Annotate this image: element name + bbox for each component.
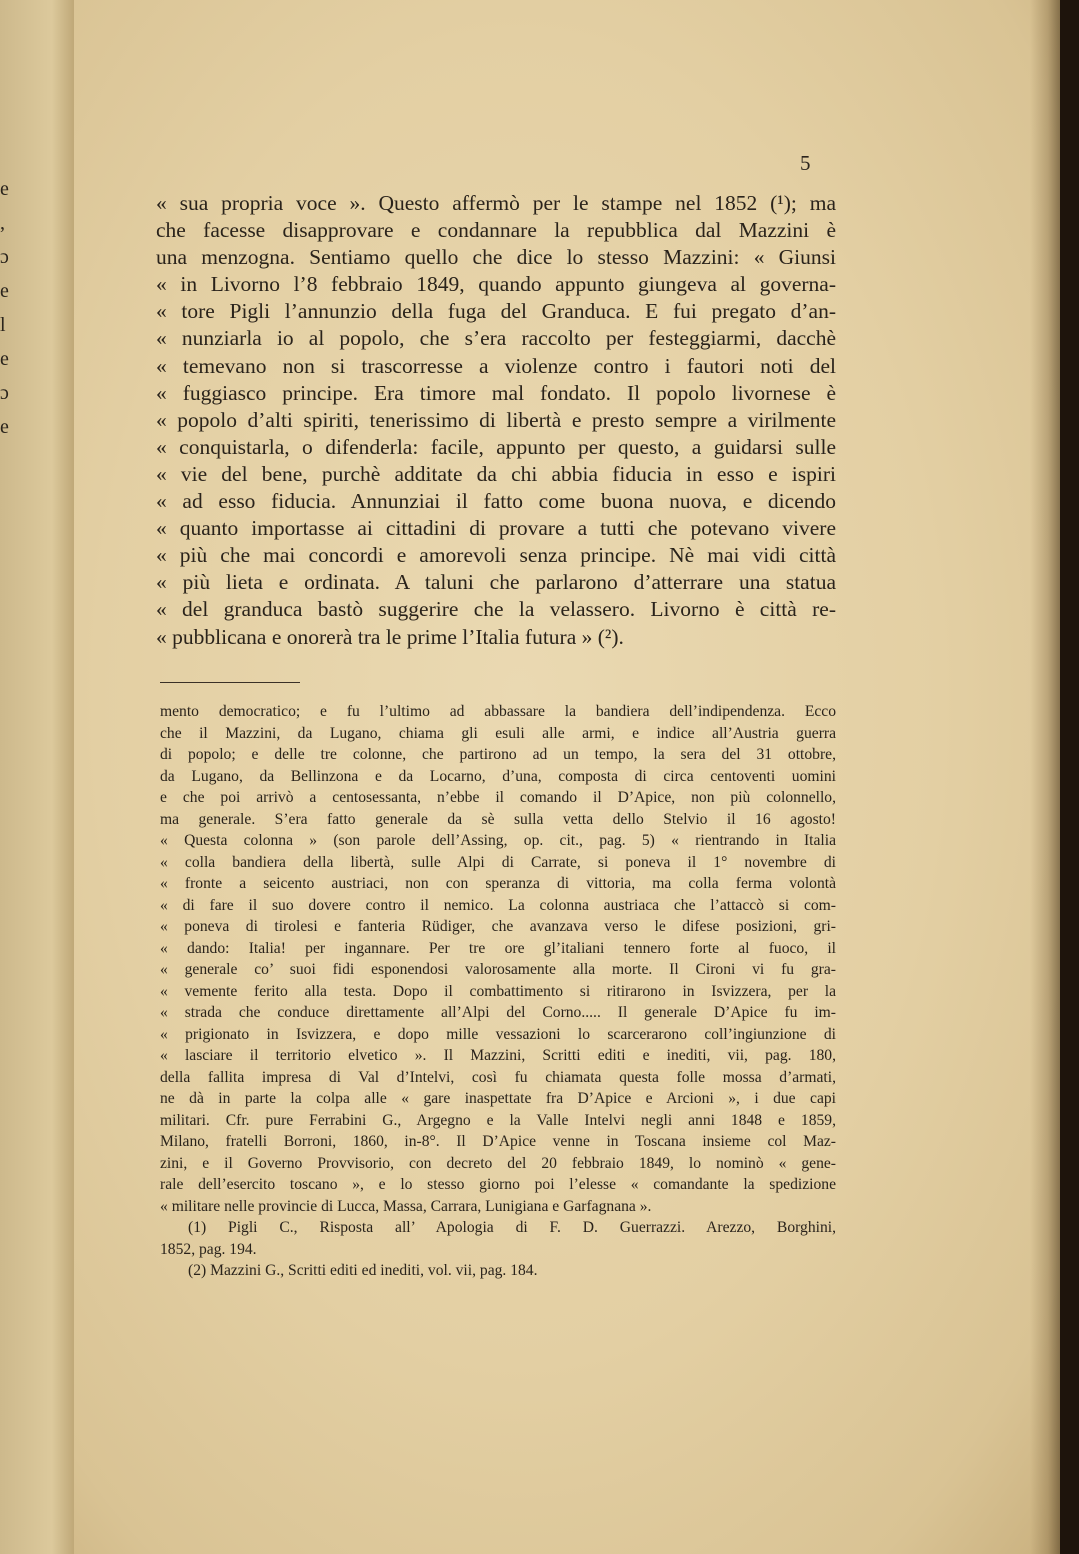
main-text-line: « ad esso fiducia. Annunziai il fatto come buona nuova, e dicendo (156, 489, 836, 514)
main-text-line: « vie del bene, purchè additate da chi abbia fiducia in esso e ispiri (156, 461, 836, 486)
main-text-line: « tore Pigli l’annunzio della fuga del Granduca. E fui pregato d’an- (156, 299, 836, 324)
prev-fragment-char: e (0, 280, 9, 302)
prev-fragment-char: l (0, 314, 6, 336)
footnote-2-line: (2) Mazzini G., Scritti editi ed inediti, vol. vii, pag. 184. (188, 1262, 538, 1279)
main-text-line: « in Livorno l’8 febbraio 1849, quando appunto giungeva al governa- (156, 272, 836, 297)
main-text-line: « conquistarla, o difenderla: facile, appunto per questo, a guidarsi sulle (156, 434, 836, 459)
main-text-line: « sua propria voce ». Questo affermò per le stampe nel 1852 (¹); ma (156, 191, 836, 215)
prev-fragment-char: e (0, 348, 9, 370)
main-text-line: « del granduca bastò suggerire che la velassero. Livorno è città re- (156, 597, 836, 622)
prev-fragment-char: ɔ (0, 246, 9, 268)
scan-border (1060, 0, 1079, 1554)
note-line: zini, e il Governo Provvisorio, con decreto del 20 febbraio 1849, lo nominò « gene- (160, 1154, 836, 1172)
note-line: « Questa colonna » (son parole dell’Assing, op. cit., pag. 5) « rientrando in Italia (160, 832, 836, 849)
previous-page-text-fragment (0, 172, 14, 444)
note-line: che il Mazzini, da Lugano, chiama gli esuli alle armi, e indice all’Austria guerra (160, 724, 836, 742)
note-line: ma generale. S’era fatto generale da sè sulla vetta dello Stelvio il 16 agosto! (160, 810, 836, 828)
note-line: « dando: Italia! per ingannare. Per tre ore gl’italiani tennero forte al fuoco, il (160, 939, 836, 957)
note-line: « generale co’ suoi fidi esponendosi valorosamente alla morte. Il Cironi vi fu gra- (160, 961, 836, 978)
note-line: « militare nelle provincie di Lucca, Massa, Carrara, Lunigiana e Garfagnana ». (160, 1197, 652, 1215)
note-line: ne dà in parte la colpa alle « gare inaspettate fra D’Apice e Arcioni », i due capi (160, 1090, 836, 1107)
note-line: « vemente ferito alla testa. Dopo il combattimento si ritirarono in Isvizzera, per la (160, 982, 836, 1000)
note-line: mento democratico; e fu l’ultimo ad abbassare la bandiera dell’indipendenza. Ecco (160, 703, 836, 720)
main-text-block (156, 190, 836, 651)
note-line: di popolo; e delle tre colonne, che partirono ad un tempo, la sera del 31 ottobre, (160, 746, 836, 763)
note-line: « colla bandiera della libertà, sulle Alpi di Carrate, si poneva il 1° novembre di (160, 853, 836, 871)
note-line: « prigionato in Isvizzera, e dopo mille vessazioni lo scarcerarono coll’ingiunzione di (160, 1025, 836, 1043)
note-line: « lasciare il territorio elvetico ». Il Mazzini, Scritti editi e inediti, vii, pag. 180, (160, 1047, 836, 1064)
prev-fragment-char: , (0, 212, 5, 234)
main-text-line: « popolo d’alti spiriti, tenerissimo di libertà e presto sempre a virilmente (156, 407, 836, 432)
page-edge-shadow (1030, 0, 1060, 1554)
main-text-line: « fuggiasco principe. Era timore mal fondato. Il popolo livornese è (156, 380, 836, 405)
note-line: militari. Cfr. pure Ferrabini G., Argegno e la Valle Intelvi negli anni 1848 e 1859, (160, 1111, 836, 1129)
note-line: « di fare il suo dovere contro il nemico. La colonna austriaca che l’attaccò si com- (160, 896, 836, 914)
footnote-separator (160, 682, 300, 683)
main-text-line: « temevano non si trascorresse a violenze contro i fautori noti del (156, 353, 836, 378)
note-line: « strada che conduce direttamente all’Alpi del Corno..... Il generale D’Apice fu im- (160, 1004, 836, 1021)
footnote-block (160, 701, 836, 1282)
main-text-line: « più che mai concordi e amorevoli senza principe. Nè mai vidi città (156, 543, 836, 568)
note-line: « fronte a seicento austriaci, non con speranza di vittoria, ma colla ferma volontà (160, 875, 836, 892)
main-text-line: che facesse disapprovare e condannare la repubblica dal Mazzini è (156, 218, 836, 243)
previous-page-margin (0, 0, 74, 1554)
note-line: Milano, fratelli Borroni, 1860, in-8°. Il D’Apice venne in Toscana insieme col Maz- (160, 1133, 836, 1150)
main-text-line: « più lieta e ordinata. A taluni che parlarono d’atterrare una statua (156, 570, 836, 595)
main-text-line: « nunziarla io al popolo, che s’era raccolto per festeggiarmi, dacchè (156, 326, 836, 351)
footnote-1-line: (1) Pigli C., Risposta all’ Apologia di F. D. Guerrazzi. Arezzo, Borghini, (188, 1219, 836, 1236)
main-text-line: « pubblicana e onorerà tra le prime l’Italia futura » (²). (156, 624, 624, 649)
page-number: 5 (800, 151, 811, 175)
note-line: rale dell’esercito toscano », e lo stesso giorno poi l’elesse « comandante la spedizione (160, 1176, 836, 1193)
prev-fragment-char: e (0, 178, 9, 200)
prev-fragment-char: e (0, 416, 9, 438)
note-line: « poneva di tirolesi e fanteria Rüdiger, che avanzava verso le difese posizioni, gri- (160, 918, 836, 935)
main-text-line: « quanto importasse ai cittadini di provare a tutti che potevano vivere (156, 516, 836, 541)
footnote-1-line: 1852, pag. 194. (160, 1240, 257, 1258)
note-line: da Lugano, da Bellinzona e da Locarno, d’una, composta di circa centoventi uomini (160, 767, 836, 785)
note-line: della fallita impresa di Val d’Intelvi, così fu chiamata questa folle mossa d’armati, (160, 1068, 836, 1086)
main-text-line: una menzogna. Sentiamo quello che dice lo stesso Mazzini: « Giunsi (156, 245, 836, 270)
note-line: e che poi arrivò a centosessanta, n’ebbe il comando il D’Apice, non più colonnello, (160, 789, 836, 806)
prev-fragment-char: ɔ (0, 382, 9, 404)
